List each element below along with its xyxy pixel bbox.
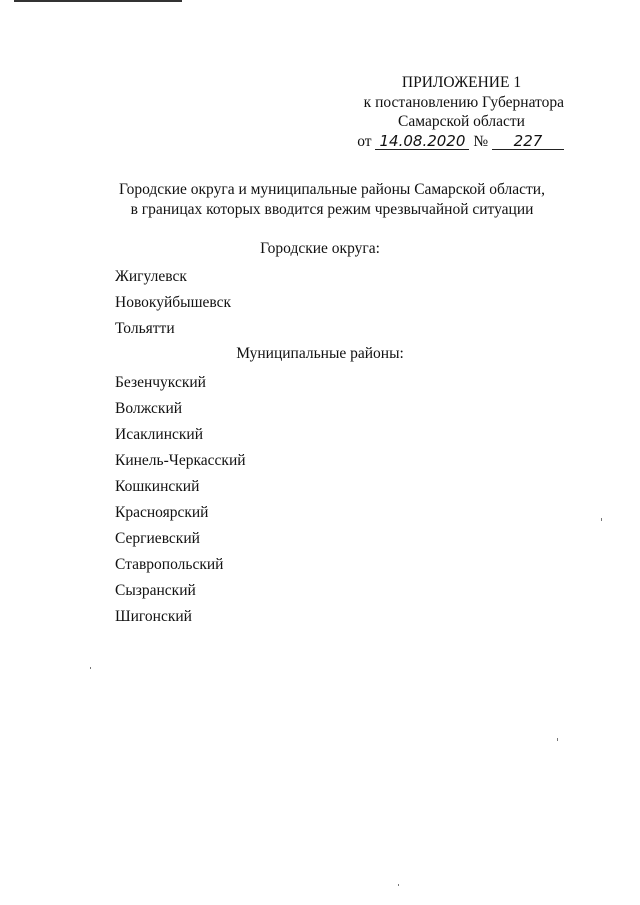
title-line-2: в границах которых вводится режим чрезвычайной ситуации: [130, 201, 534, 218]
scan-speck: [90, 667, 91, 669]
scan-edge-line: [14, 0, 182, 2]
list-item: Волжский: [115, 400, 183, 417]
handwritten-number: 227: [492, 133, 564, 150]
title-line-1: Городские округа и муниципальные районы Самарской области,: [119, 181, 545, 198]
list-item: Шигонский: [115, 608, 192, 625]
from-label: от: [357, 132, 372, 150]
appendix-decree-line: к постановлению Губернатора: [363, 93, 564, 111]
list-item: Кинель-Черкасский: [115, 452, 246, 469]
appendix-title: ПРИЛОЖЕНИЕ 1: [401, 74, 522, 91]
list-item: Сергиевский: [115, 530, 200, 547]
municipal-districts-list: [115, 374, 246, 634]
list-item: Сызранский: [115, 582, 196, 599]
scan-speck: [398, 884, 399, 886]
urban-districts-list: [115, 268, 231, 346]
list-item: Тольятти: [115, 320, 175, 337]
list-item: Кошкинский: [115, 478, 200, 495]
municipal-districts-heading: Муниципальные районы:: [236, 345, 404, 362]
list-item: Новокуйбышевск: [115, 294, 232, 311]
handwritten-date: 14.08.2020: [375, 133, 469, 150]
list-item: Жигулевск: [115, 268, 187, 285]
scan-speck: [557, 738, 558, 741]
list-item: Исаклинский: [115, 426, 203, 443]
urban-districts-heading: Городские округа:: [260, 240, 380, 257]
scan-speck: [601, 518, 602, 521]
list-item: Безенчукский: [115, 374, 206, 391]
list-item: Ставропольский: [115, 556, 224, 573]
document-title: [70, 180, 594, 220]
appendix-header: [357, 73, 564, 151]
number-label: №: [473, 132, 489, 150]
appendix-region-line: Самарской области: [398, 113, 525, 130]
appendix-date-number-line: [357, 132, 564, 152]
list-item: Красноярский: [115, 504, 209, 521]
